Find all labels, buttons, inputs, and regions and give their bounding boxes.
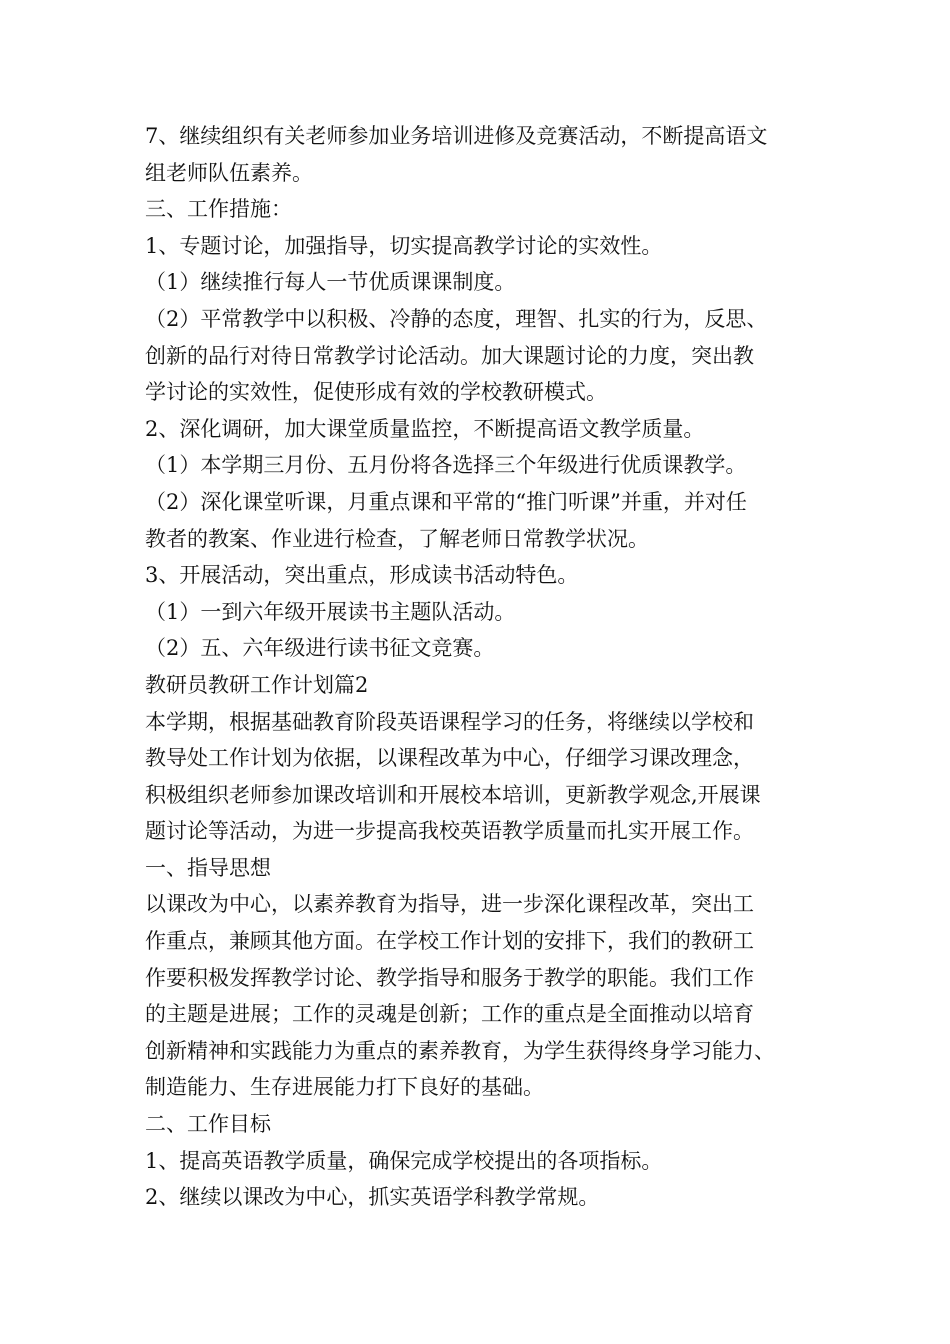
text-line: 7、继续组织有关老师参加业务培训进修及竞赛活动，不断提高语文 [145,124,768,148]
text-line: 以课改为中心，以素养教育为指导，进一步深化课程改革，突出工 [145,892,754,917]
section-heading: 一、指导思想 [145,855,271,880]
text-line: 2、深化调研，加大课堂质量监控，不断提高语文教学质量。 [145,416,705,441]
text-line: 1、专题讨论，加强指导，切实提高教学讨论的实效性。 [145,233,663,258]
text-line: 3、开展活动，突出重点，形成读书活动特色。 [145,563,579,588]
text-line: 题讨论等活动，为进一步提高我校英语教学质量而扎实开展工作。 [145,819,754,844]
text-line: （1）继续推行每人一节优质课课制度。 [145,270,516,295]
text-line: （2）五、六年级进行读书征文竞赛。 [145,636,495,661]
text-line: （1）一到六年级开展读书主题队活动。 [145,599,516,624]
text-line: 学讨论的实效性，促使形成有效的学校教研模式。 [145,380,607,405]
text-line: （1）本学期三月份、五月份将各选择三个年级进行优质课教学。 [145,453,747,478]
section-heading: 二、工作目标 [145,1112,271,1137]
text-line: 作重点，兼顾其他方面。在学校工作计划的安排下，我们的教研工 [145,929,754,954]
text-line: 积极组织老师参加课改培训和开展校本培训，更新教学观念,开展课 [145,782,761,807]
text-line: 教者的教案、作业进行检查，了解老师日常教学状况。 [145,526,649,551]
text-line: 组老师队伍素养。 [145,160,313,185]
text-line: （2）深化课堂听课，月重点课和平常的“推门听课”并重，并对任 [145,489,747,514]
text-line: 教导处工作计划为依据，以课程改革为中心，仔细学习课改理念， [145,746,754,771]
text-line: 作要积极发挥教学讨论、教学指导和服务于教学的职能。我们工作 [145,965,754,990]
document-title: 教研员教研工作计划篇2 [145,672,369,697]
document-body [145,118,815,1216]
section-heading: 三、工作措施： [145,197,292,222]
text-line: 本学期，根据基础教育阶段英语课程学习的任务，将继续以学校和 [145,709,754,734]
text-line: 2、继续以课改为中心，抓实英语学科教学常规。 [145,1185,600,1210]
text-line: 的主题是进展；工作的灵魂是创新；工作的重点是全面推动以培育 [145,1002,754,1027]
text-line: 创新的品行对待日常教学讨论活动。加大课题讨论的力度，突出教 [145,343,754,368]
text-line: 制造能力、生存进展能力打下良好的基础。 [145,1075,544,1100]
text-line: （2）平常教学中以积极、冷静的态度，理智、扎实的行为，反思、 [145,306,768,331]
text-line: 1、提高英语教学质量，确保完成学校提出的各项指标。 [145,1148,663,1173]
text-line: 创新精神和实践能力为重点的素养教育，为学生获得终身学习能力、 [145,1038,775,1063]
